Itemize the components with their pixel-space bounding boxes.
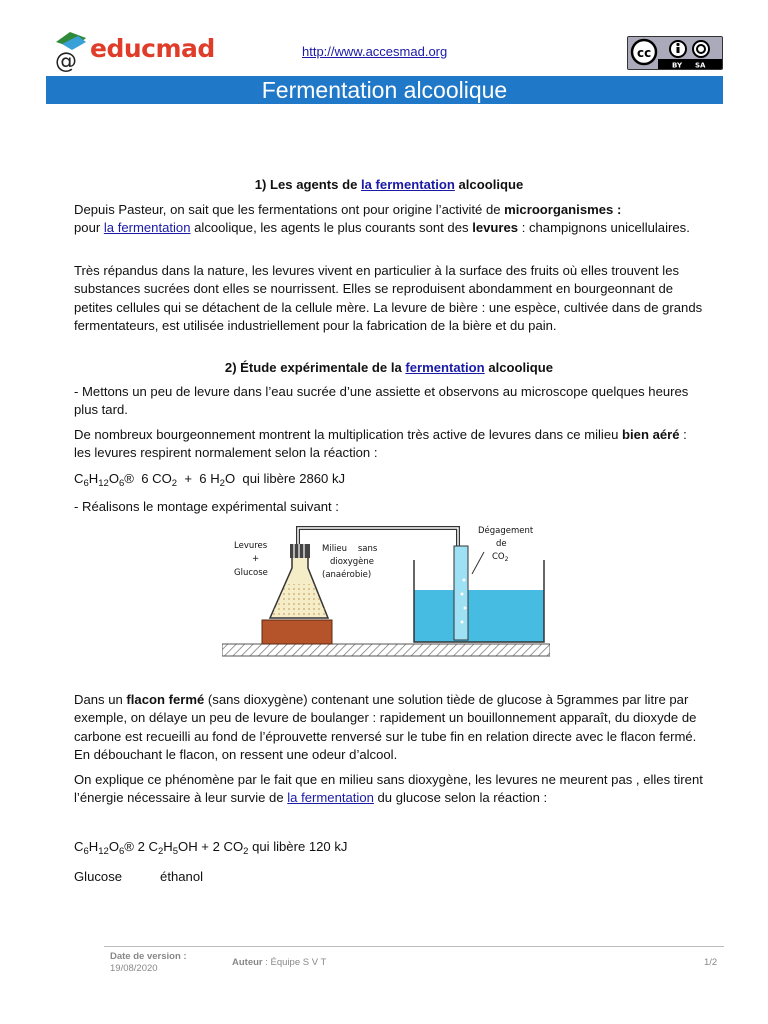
footer-date-value: 19/08/2020 bbox=[110, 963, 158, 974]
label-levures: Levures bbox=[234, 541, 268, 551]
label-degagement: Dégagement bbox=[478, 526, 534, 536]
footer-author: Auteur : Équipe S V T bbox=[232, 957, 327, 968]
experimental-setup-diagram bbox=[222, 522, 550, 662]
section2-paragraph1: - Mettons un peu de levure dans l’eau sucrée d’une assiette et observons au microscope quelques heures plus tard. bbox=[74, 384, 689, 418]
section1-heading: 1) Les agents de la fermentation alcoolique bbox=[254, 177, 524, 192]
svg-text:@: @ bbox=[55, 49, 77, 72]
educmad-logo-icon bbox=[52, 28, 92, 72]
footer-page-number: 1/2 bbox=[704, 957, 718, 968]
cc-license-badge[interactable] bbox=[627, 36, 723, 70]
label-de: de bbox=[496, 539, 507, 549]
footer-divider bbox=[104, 946, 724, 947]
page-title: Fermentation alcoolique bbox=[46, 76, 723, 104]
section2-heading-link[interactable]: fermentation bbox=[405, 360, 485, 375]
label-glucose: Glucose bbox=[234, 568, 268, 578]
educmad-logo[interactable] bbox=[52, 28, 215, 72]
ethanol-label: éthanol bbox=[160, 869, 204, 884]
fermentation-link-2[interactable]: la fermentation bbox=[287, 790, 374, 806]
section2-paragraph5: On explique ce phénomène par le fait que en milieu sans dioxygène, les levures ne meurent pas , elles tirent l’énergie nécessaire à leur survie de la fermentation du glucose selon la réaction : bbox=[74, 772, 703, 806]
site-url-link[interactable]: http://www.accesmad.org bbox=[302, 44, 448, 59]
label-anaerobie: (anaérobie) bbox=[322, 570, 372, 580]
footer-date-label: Date de version : bbox=[110, 951, 187, 962]
label-co2: $CO_2$ bbox=[492, 552, 509, 563]
section1-paragraph2: Très répandus dans la nature, les levures vivent en particulier à la surface des fruits où elles trouvent les substances sucrées dont elles se nourrissent. Elles se reproduisent abondamment en bourgeonnant de petites cellules qui se détachent de la cellule mère. La levure de bière : une espèce, cultivée dans de grands fermentateurs, est utilisée industriellement pour la fabrication de la bière et du pain. bbox=[74, 263, 703, 334]
by-text: BY bbox=[672, 61, 683, 69]
label-plus: + bbox=[252, 554, 260, 564]
cc-by-sa-icon bbox=[628, 37, 722, 69]
equation-fermentation: $C_6H_{12}O_6®$ 2 $C_2H_5OH + 2$ $CO_2$ qui libère 120 kJ bbox=[74, 839, 348, 857]
fermentation-link-1[interactable]: la fermentation bbox=[103, 220, 191, 236]
equation-labels bbox=[74, 868, 704, 886]
section2-paragraph2: De nombreux bourgeonnement montrent la multiplication très active de levures dans ce milieu bien aéré : les levures respirent normalement selon la réaction : bbox=[74, 427, 687, 461]
glucose-label: Glucose bbox=[74, 869, 123, 884]
section2-heading: 2) Étude expérimentale de la fermentation alcoolique bbox=[224, 360, 554, 375]
section1-heading-link[interactable]: la fermentation bbox=[361, 177, 455, 192]
fermentation-apparatus-illustration bbox=[222, 522, 550, 662]
equation-respiration: $C_6H_{12}O_6®$ 6 $CO_2 + 6$ $H_2O$ qui libère 2860 kJ bbox=[74, 471, 346, 489]
label-dioxygene: dioxygène bbox=[330, 557, 374, 567]
section2-paragraph3: - Réalisons le montage expérimental suivant : bbox=[74, 499, 339, 514]
label-milieu: Milieu sans bbox=[322, 544, 378, 554]
section1-paragraph1: Depuis Pasteur, on sait que les fermentations ont pour origine l’activité de microorganismes : pour la fermentation alcoolique, les agents le plus courants sont des levures : champignons unicellulaires. bbox=[74, 202, 690, 236]
logo-text: educmad bbox=[90, 34, 215, 63]
sa-text: SA bbox=[695, 61, 706, 69]
section2-paragraph4: Dans un flacon fermé (sans dioxygène) contenant une solution tiède de glucose à 5grammes par litre par exemple, on délaye un peu de levure de boulanger : rapidement un bouillonnement apparaît, du dioxyde de carbone est recueilli au fond de l’éprouvette renversé sur le tube fin en relation directe avec le flacon fermé. En débouchant le flacon, on ressent une odeur d’alcool. bbox=[74, 692, 697, 763]
cc-text: cc bbox=[637, 46, 652, 60]
